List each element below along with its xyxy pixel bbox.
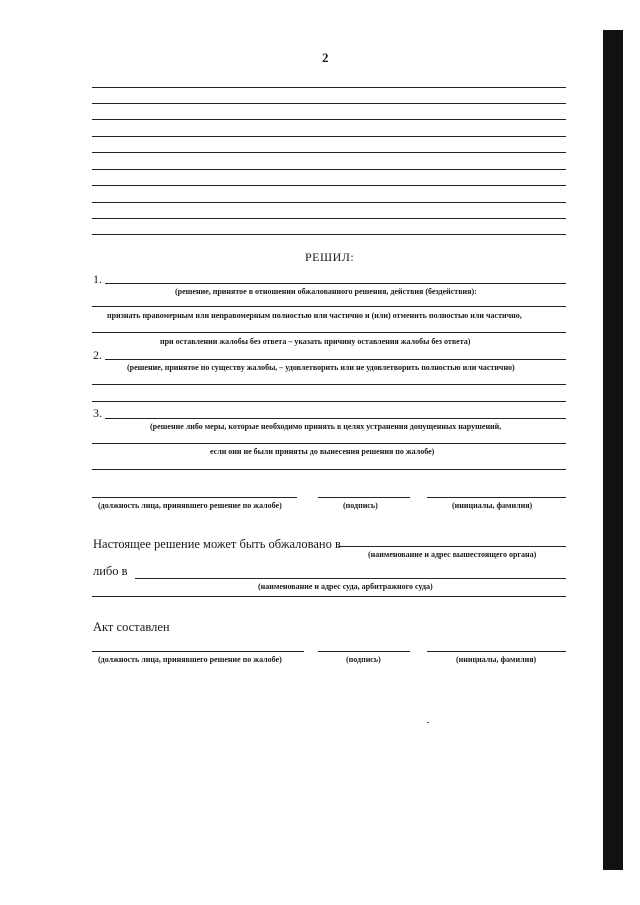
signature-caption-position: (должность лица, принявшего решение по жалобе) xyxy=(98,655,282,664)
item-1-line-2 xyxy=(92,306,566,307)
appeal-court-line-2 xyxy=(92,596,566,597)
item-3-caption: (решение либо меры, которые необходимо принять в целях устранения допущенных нарушений, xyxy=(150,422,502,431)
signature-caption-initials: (инициалы, фамилия) xyxy=(456,655,537,664)
item-1-caption: (решение, принятое в отношении обжалованного решения, действия (бездействия): xyxy=(175,287,477,296)
signature-caption-sign: (подпись) xyxy=(346,655,381,664)
appeal-court-line xyxy=(135,578,566,579)
blank-line xyxy=(92,234,566,235)
signature-line-initials xyxy=(427,497,566,498)
appeal-authority-caption: (наименование и адрес вышестоящего органа) xyxy=(368,550,537,559)
scan-edge-bar xyxy=(603,30,623,870)
decision-heading: РЕШИЛ: xyxy=(305,250,355,264)
item-number-1: 1. xyxy=(93,272,102,286)
act-text: Акт составлен xyxy=(93,620,170,634)
blank-line xyxy=(92,136,566,137)
signature-caption-initials: (инициалы, фамилия) xyxy=(452,501,533,510)
page-number: 2 xyxy=(322,50,329,65)
item-2-caption: (решение, принятое по существу жалобы, – удовлетворить или не удовлетворить полностью или частично) xyxy=(127,363,515,372)
blank-line xyxy=(92,152,566,153)
appeal-authority-line xyxy=(338,546,566,547)
signature-line-position xyxy=(92,651,304,652)
item-3-line xyxy=(105,418,566,419)
item-3-line-2 xyxy=(92,443,566,444)
item-1-caption-c: при оставлении жалобы без ответа – указать причину оставления жалобы без ответа) xyxy=(160,337,471,346)
item-1-caption-b: признать правомерным или неправомерным полностью или частично и (или) отменить полностью или частично, xyxy=(107,311,522,320)
signature-caption-sign: (подпись) xyxy=(343,501,378,510)
signature-line-sign xyxy=(318,651,410,652)
scan-speck xyxy=(427,722,429,723)
item-2-line xyxy=(105,359,566,360)
item-2-line-3 xyxy=(92,401,566,402)
blank-line xyxy=(92,202,566,203)
signature-line-initials xyxy=(427,651,566,652)
appeal-or-text: либо в xyxy=(93,564,128,578)
blank-line xyxy=(92,103,566,104)
blank-line xyxy=(92,87,566,88)
blank-line xyxy=(92,185,566,186)
item-1-line xyxy=(105,283,566,284)
signature-caption-position: (должность лица, принявшего решение по жалобе) xyxy=(98,501,282,510)
item-number-2: 2. xyxy=(93,348,102,362)
blank-line xyxy=(92,169,566,170)
blank-line xyxy=(92,119,566,120)
signature-line-position xyxy=(92,497,297,498)
item-2-line-2 xyxy=(92,384,566,385)
appeal-court-caption: (наименование и адрес суда, арбитражного суда) xyxy=(258,582,433,591)
item-1-line-3 xyxy=(92,332,566,333)
blank-line xyxy=(92,218,566,219)
signature-line-sign xyxy=(318,497,410,498)
item-3-caption-b: если они не были приняты до вынесения решения по жалобе) xyxy=(210,447,435,456)
item-number-3: 3. xyxy=(93,406,102,420)
appeal-text: Настоящее решение может быть обжаловано в xyxy=(93,537,341,551)
item-3-line-3 xyxy=(92,469,566,470)
